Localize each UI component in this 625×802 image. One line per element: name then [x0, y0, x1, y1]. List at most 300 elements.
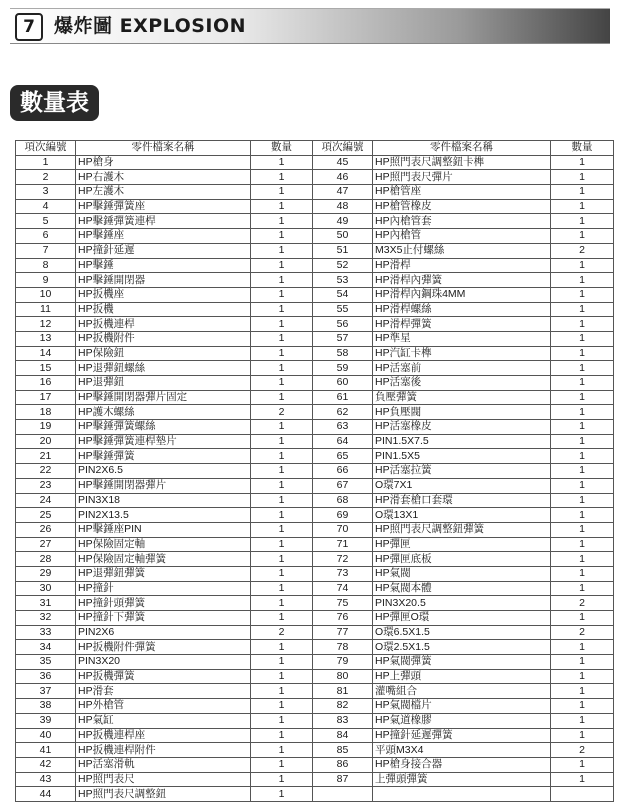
table-row: [16, 508, 614, 523]
part-number: 5: [16, 214, 76, 229]
part-number: 1: [16, 155, 76, 170]
part-quantity: 1: [251, 537, 313, 552]
table-row: [16, 390, 614, 405]
table-row: [16, 640, 614, 655]
part-number: 38: [16, 699, 76, 714]
part-name: HP槍管橡皮: [373, 199, 551, 214]
part-number: 73: [313, 566, 373, 581]
part-name: HP活塞後: [373, 376, 551, 391]
part-quantity: 1: [551, 537, 614, 552]
part-name: HP氣道橡膠: [373, 713, 551, 728]
table-row: [16, 229, 614, 244]
part-quantity: 1: [551, 331, 614, 346]
part-name: HP槍身: [76, 155, 251, 170]
part-quantity: 1: [251, 317, 313, 332]
part-number: 72: [313, 552, 373, 567]
part-quantity: 1: [551, 713, 614, 728]
part-number: 57: [313, 331, 373, 346]
part-number: 76: [313, 611, 373, 626]
part-quantity: 1: [551, 287, 614, 302]
part-quantity: 1: [251, 420, 313, 435]
table-row: [16, 537, 614, 552]
table-row: [16, 273, 614, 288]
part-quantity: 1: [251, 170, 313, 185]
table-row: [16, 478, 614, 493]
part-quantity: 1: [251, 493, 313, 508]
table-row: [16, 420, 614, 435]
part-quantity: 1: [551, 478, 614, 493]
part-name: PIN3X20: [76, 655, 251, 670]
part-number: 24: [16, 493, 76, 508]
table-row: [16, 713, 614, 728]
part-number: 7: [16, 243, 76, 258]
part-quantity: 1: [551, 581, 614, 596]
part-quantity: 1: [551, 757, 614, 772]
part-number: 64: [313, 434, 373, 449]
table-row: [16, 317, 614, 332]
part-quantity: 1: [551, 302, 614, 317]
part-number: 81: [313, 684, 373, 699]
part-number: 4: [16, 199, 76, 214]
part-name: HP氣閥: [373, 566, 551, 581]
part-quantity: 1: [251, 743, 313, 758]
part-number: 56: [313, 317, 373, 332]
part-number: 82: [313, 699, 373, 714]
part-quantity: 1: [251, 757, 313, 772]
part-number: 31: [16, 596, 76, 611]
part-quantity: 1: [551, 669, 614, 684]
table-row: [16, 552, 614, 567]
column-header-name: 零件檔案名稱: [76, 141, 251, 156]
part-name: HP汽缸卡榫: [373, 346, 551, 361]
part-name: PIN2X6: [76, 625, 251, 640]
part-quantity: 1: [251, 302, 313, 317]
part-number: 67: [313, 478, 373, 493]
part-name: O環13X1: [373, 508, 551, 523]
part-number: 49: [313, 214, 373, 229]
part-quantity: 1: [551, 566, 614, 581]
part-quantity: 1: [551, 699, 614, 714]
part-number: 33: [16, 625, 76, 640]
part-quantity: 1: [251, 581, 313, 596]
part-name: HP滑套: [76, 684, 251, 699]
part-name: HP活塞拉簧: [373, 464, 551, 479]
part-quantity: 1: [551, 640, 614, 655]
part-name: PIN1.5X5: [373, 449, 551, 464]
part-number: 32: [16, 611, 76, 626]
part-number: 14: [16, 346, 76, 361]
table-row: [16, 493, 614, 508]
part-number: 40: [16, 728, 76, 743]
part-number: 25: [16, 508, 76, 523]
part-number: 45: [313, 155, 373, 170]
part-name: HP滑桿: [373, 258, 551, 273]
part-name: PIN2X13.5: [76, 508, 251, 523]
part-quantity: 1: [251, 331, 313, 346]
table-row: [16, 405, 614, 420]
part-quantity: 1: [251, 243, 313, 258]
part-quantity: 1: [551, 449, 614, 464]
part-number: 10: [16, 287, 76, 302]
part-name: HP擊錘開閉器彈片: [76, 478, 251, 493]
parts-quantity-table: [15, 140, 614, 802]
part-number: 61: [313, 390, 373, 405]
part-number: 74: [313, 581, 373, 596]
column-header-qty: 數量: [551, 141, 614, 156]
part-quantity: 1: [551, 772, 614, 787]
part-quantity: 1: [251, 361, 313, 376]
part-quantity: 1: [551, 655, 614, 670]
table-row: [16, 331, 614, 346]
part-number: 53: [313, 273, 373, 288]
part-name: HP彈匣底板: [373, 552, 551, 567]
part-number: [313, 787, 373, 802]
part-name: HP退彈鈕螺絲: [76, 361, 251, 376]
part-number: 51: [313, 243, 373, 258]
part-quantity: 1: [551, 361, 614, 376]
part-number: 37: [16, 684, 76, 699]
part-quantity: 1: [251, 155, 313, 170]
part-name: 負壓彈簧: [373, 390, 551, 405]
part-name: HP擊錘彈簧座: [76, 199, 251, 214]
part-quantity: 1: [251, 229, 313, 244]
table-row: [16, 199, 614, 214]
part-number: 46: [313, 170, 373, 185]
table-row: [16, 170, 614, 185]
part-quantity: 1: [251, 522, 313, 537]
part-number: 85: [313, 743, 373, 758]
part-name: HP撞針下彈簧: [76, 611, 251, 626]
part-number: 22: [16, 464, 76, 479]
part-quantity: 2: [551, 625, 614, 640]
part-name: HP擊錘: [76, 258, 251, 273]
part-name: HP擊錘座PIN: [76, 522, 251, 537]
table-row: [16, 728, 614, 743]
part-number: 42: [16, 757, 76, 772]
part-name: [373, 787, 551, 802]
part-number: 13: [16, 331, 76, 346]
part-number: 58: [313, 346, 373, 361]
part-name: HP滑套槍口套環: [373, 493, 551, 508]
part-name: HP滑桿內彈簧: [373, 273, 551, 288]
part-name: HP撞針: [76, 581, 251, 596]
part-name: HP撞針頭彈簧: [76, 596, 251, 611]
part-name: HP左護木: [76, 185, 251, 200]
column-header-qty: 數量: [251, 141, 313, 156]
part-number: 23: [16, 478, 76, 493]
table-row: [16, 258, 614, 273]
part-number: 71: [313, 537, 373, 552]
part-number: 65: [313, 449, 373, 464]
part-quantity: 2: [251, 625, 313, 640]
part-name: HP照門表尺調整鈕彈簧: [373, 522, 551, 537]
part-name: HP照門表尺調整鈕卡榫: [373, 155, 551, 170]
part-quantity: 1: [551, 728, 614, 743]
part-quantity: 1: [551, 522, 614, 537]
part-name: HP撞針延遲: [76, 243, 251, 258]
part-quantity: 1: [551, 684, 614, 699]
part-name: M3X5止付螺絲: [373, 243, 551, 258]
table-row: [16, 243, 614, 258]
part-quantity: 1: [551, 346, 614, 361]
part-number: 80: [313, 669, 373, 684]
table-row: [16, 581, 614, 596]
table-row: [16, 346, 614, 361]
part-quantity: 1: [251, 684, 313, 699]
part-name: HP準星: [373, 331, 551, 346]
part-quantity: 1: [251, 214, 313, 229]
part-name: HP扳機: [76, 302, 251, 317]
part-name: HP內槍管: [373, 229, 551, 244]
part-name: HP照門表尺調整鈕: [76, 787, 251, 802]
part-number: 39: [16, 713, 76, 728]
chapter-number: 7: [15, 13, 43, 41]
part-name: HP上彈頭: [373, 669, 551, 684]
part-number: 55: [313, 302, 373, 317]
table-row: [16, 596, 614, 611]
part-name: HP照門表尺: [76, 772, 251, 787]
table-row: [16, 449, 614, 464]
part-quantity: 1: [251, 566, 313, 581]
page-header: [10, 8, 610, 44]
part-number: 84: [313, 728, 373, 743]
part-quantity: 1: [551, 420, 614, 435]
part-name: HP氣缸: [76, 713, 251, 728]
column-header-no: 項次編號: [16, 141, 76, 156]
table-row: [16, 287, 614, 302]
part-number: 44: [16, 787, 76, 802]
part-number: 17: [16, 390, 76, 405]
part-number: 41: [16, 743, 76, 758]
part-name: HP氣閥檔片: [373, 699, 551, 714]
part-name: HP擊錘開閉器: [76, 273, 251, 288]
part-name: HP擊錘座: [76, 229, 251, 244]
table-row: [16, 611, 614, 626]
part-name: PIN2X6.5: [76, 464, 251, 479]
part-quantity: 2: [251, 405, 313, 420]
part-number: 36: [16, 669, 76, 684]
part-name: HP滑桿內鋼珠4MM: [373, 287, 551, 302]
part-number: 20: [16, 434, 76, 449]
table-row: [16, 522, 614, 537]
part-number: 27: [16, 537, 76, 552]
part-name: HP外槍管: [76, 699, 251, 714]
part-quantity: 1: [251, 669, 313, 684]
part-quantity: 1: [251, 596, 313, 611]
part-name: HP負壓閥: [373, 405, 551, 420]
part-number: 62: [313, 405, 373, 420]
part-quantity: 1: [551, 258, 614, 273]
part-name: 上彈頭彈簧: [373, 772, 551, 787]
part-number: 26: [16, 522, 76, 537]
part-quantity: 1: [551, 405, 614, 420]
part-name: O環2.5X1.5: [373, 640, 551, 655]
part-quantity: 1: [251, 508, 313, 523]
part-name: HP內槍管套: [373, 214, 551, 229]
part-name: HP槍管座: [373, 185, 551, 200]
part-quantity: 1: [251, 287, 313, 302]
part-number: 78: [313, 640, 373, 655]
part-number: 6: [16, 229, 76, 244]
part-quantity: 1: [551, 493, 614, 508]
part-name: HP槍身接合器: [373, 757, 551, 772]
part-number: 83: [313, 713, 373, 728]
table-row: [16, 684, 614, 699]
table-row: [16, 787, 614, 802]
part-name: HP滑桿彈簧: [373, 317, 551, 332]
part-number: 11: [16, 302, 76, 317]
part-quantity: 1: [551, 376, 614, 391]
part-number: 16: [16, 376, 76, 391]
part-number: 30: [16, 581, 76, 596]
part-number: 75: [313, 596, 373, 611]
part-name: HP扳機連桿座: [76, 728, 251, 743]
part-name: HP撞針延遲彈簧: [373, 728, 551, 743]
table-row: [16, 625, 614, 640]
table-row: [16, 464, 614, 479]
table-row: [16, 214, 614, 229]
part-quantity: 1: [251, 464, 313, 479]
part-quantity: 1: [551, 214, 614, 229]
part-quantity: 2: [551, 243, 614, 258]
part-quantity: 1: [551, 155, 614, 170]
part-number: 52: [313, 258, 373, 273]
part-name: HP保險固定軸: [76, 537, 251, 552]
part-name: HP扳機座: [76, 287, 251, 302]
part-number: 66: [313, 464, 373, 479]
part-quantity: 1: [551, 317, 614, 332]
part-name: HP擊錘彈簧連桿墊片: [76, 434, 251, 449]
part-quantity: 1: [251, 434, 313, 449]
table-row: [16, 376, 614, 391]
part-name: HP彈匣O環: [373, 611, 551, 626]
part-number: 12: [16, 317, 76, 332]
part-quantity: 1: [251, 552, 313, 567]
part-number: 9: [16, 273, 76, 288]
part-name: HP氣閥本體: [373, 581, 551, 596]
part-quantity: 1: [251, 611, 313, 626]
part-name: HP保險鈕: [76, 346, 251, 361]
part-quantity: [551, 787, 614, 802]
part-name: 灌嘴組合: [373, 684, 551, 699]
part-name: HP擊錘彈簧螺絲: [76, 420, 251, 435]
section-title: 數量表: [10, 85, 99, 121]
part-name: HP護木螺絲: [76, 405, 251, 420]
part-name: HP活塞前: [373, 361, 551, 376]
table-row: [16, 302, 614, 317]
column-header-name: 零件檔案名稱: [373, 141, 551, 156]
table-row: [16, 772, 614, 787]
part-number: 54: [313, 287, 373, 302]
part-name: HP擊錘彈簧連桿: [76, 214, 251, 229]
table-header-row: [16, 141, 614, 156]
part-quantity: 1: [251, 346, 313, 361]
part-name: PIN3X18: [76, 493, 251, 508]
part-quantity: 1: [251, 185, 313, 200]
part-quantity: 1: [551, 508, 614, 523]
part-number: 35: [16, 655, 76, 670]
part-name: HP扳機連桿: [76, 317, 251, 332]
part-name: HP活塞橡皮: [373, 420, 551, 435]
part-number: 79: [313, 655, 373, 670]
part-number: 50: [313, 229, 373, 244]
part-name: O環6.5X1.5: [373, 625, 551, 640]
part-number: 47: [313, 185, 373, 200]
part-quantity: 1: [251, 772, 313, 787]
part-quantity: 2: [551, 743, 614, 758]
part-quantity: 1: [551, 273, 614, 288]
table-row: [16, 699, 614, 714]
table-row: [16, 185, 614, 200]
part-number: 87: [313, 772, 373, 787]
part-name: HP活塞滑軌: [76, 757, 251, 772]
part-number: 29: [16, 566, 76, 581]
part-name: HP彈匣: [373, 537, 551, 552]
part-number: 3: [16, 185, 76, 200]
part-number: 69: [313, 508, 373, 523]
table-row: [16, 434, 614, 449]
part-quantity: 1: [251, 478, 313, 493]
table-row: [16, 566, 614, 581]
part-number: 59: [313, 361, 373, 376]
part-name: PIN1.5X7.5: [373, 434, 551, 449]
table-row: [16, 155, 614, 170]
part-quantity: 1: [551, 611, 614, 626]
part-number: 48: [313, 199, 373, 214]
part-name: HP擊錘彈簧: [76, 449, 251, 464]
part-name: HP扳機連桿附件: [76, 743, 251, 758]
part-name: HP右護木: [76, 170, 251, 185]
table-row: [16, 743, 614, 758]
part-name: HP扳機附件彈簧: [76, 640, 251, 655]
part-name: 平頭M3X4: [373, 743, 551, 758]
part-number: 19: [16, 420, 76, 435]
part-quantity: 1: [251, 787, 313, 802]
part-quantity: 1: [251, 699, 313, 714]
part-quantity: 1: [551, 434, 614, 449]
part-quantity: 1: [551, 390, 614, 405]
part-quantity: 1: [551, 170, 614, 185]
part-name: HP氣閥彈簧: [373, 655, 551, 670]
part-name: HP退彈鈕: [76, 376, 251, 391]
page-title: 爆炸圖 EXPLOSION: [54, 15, 247, 37]
column-header-no: 項次編號: [313, 141, 373, 156]
part-name: HP照門表尺彈片: [373, 170, 551, 185]
part-number: 70: [313, 522, 373, 537]
part-name: HP保險固定軸彈簧: [76, 552, 251, 567]
part-number: 34: [16, 640, 76, 655]
part-number: 43: [16, 772, 76, 787]
part-number: 18: [16, 405, 76, 420]
part-quantity: 1: [251, 640, 313, 655]
part-number: 21: [16, 449, 76, 464]
part-number: 15: [16, 361, 76, 376]
table-row: [16, 669, 614, 684]
part-name: HP退彈鈕彈簧: [76, 566, 251, 581]
part-number: 60: [313, 376, 373, 391]
table-row: [16, 361, 614, 376]
part-number: 86: [313, 757, 373, 772]
part-quantity: 1: [251, 258, 313, 273]
part-number: 8: [16, 258, 76, 273]
part-quantity: 1: [251, 655, 313, 670]
part-quantity: 1: [251, 449, 313, 464]
part-quantity: 1: [551, 185, 614, 200]
table-row: [16, 757, 614, 772]
part-quantity: 1: [251, 376, 313, 391]
part-quantity: 1: [551, 199, 614, 214]
part-name: O環7X1: [373, 478, 551, 493]
